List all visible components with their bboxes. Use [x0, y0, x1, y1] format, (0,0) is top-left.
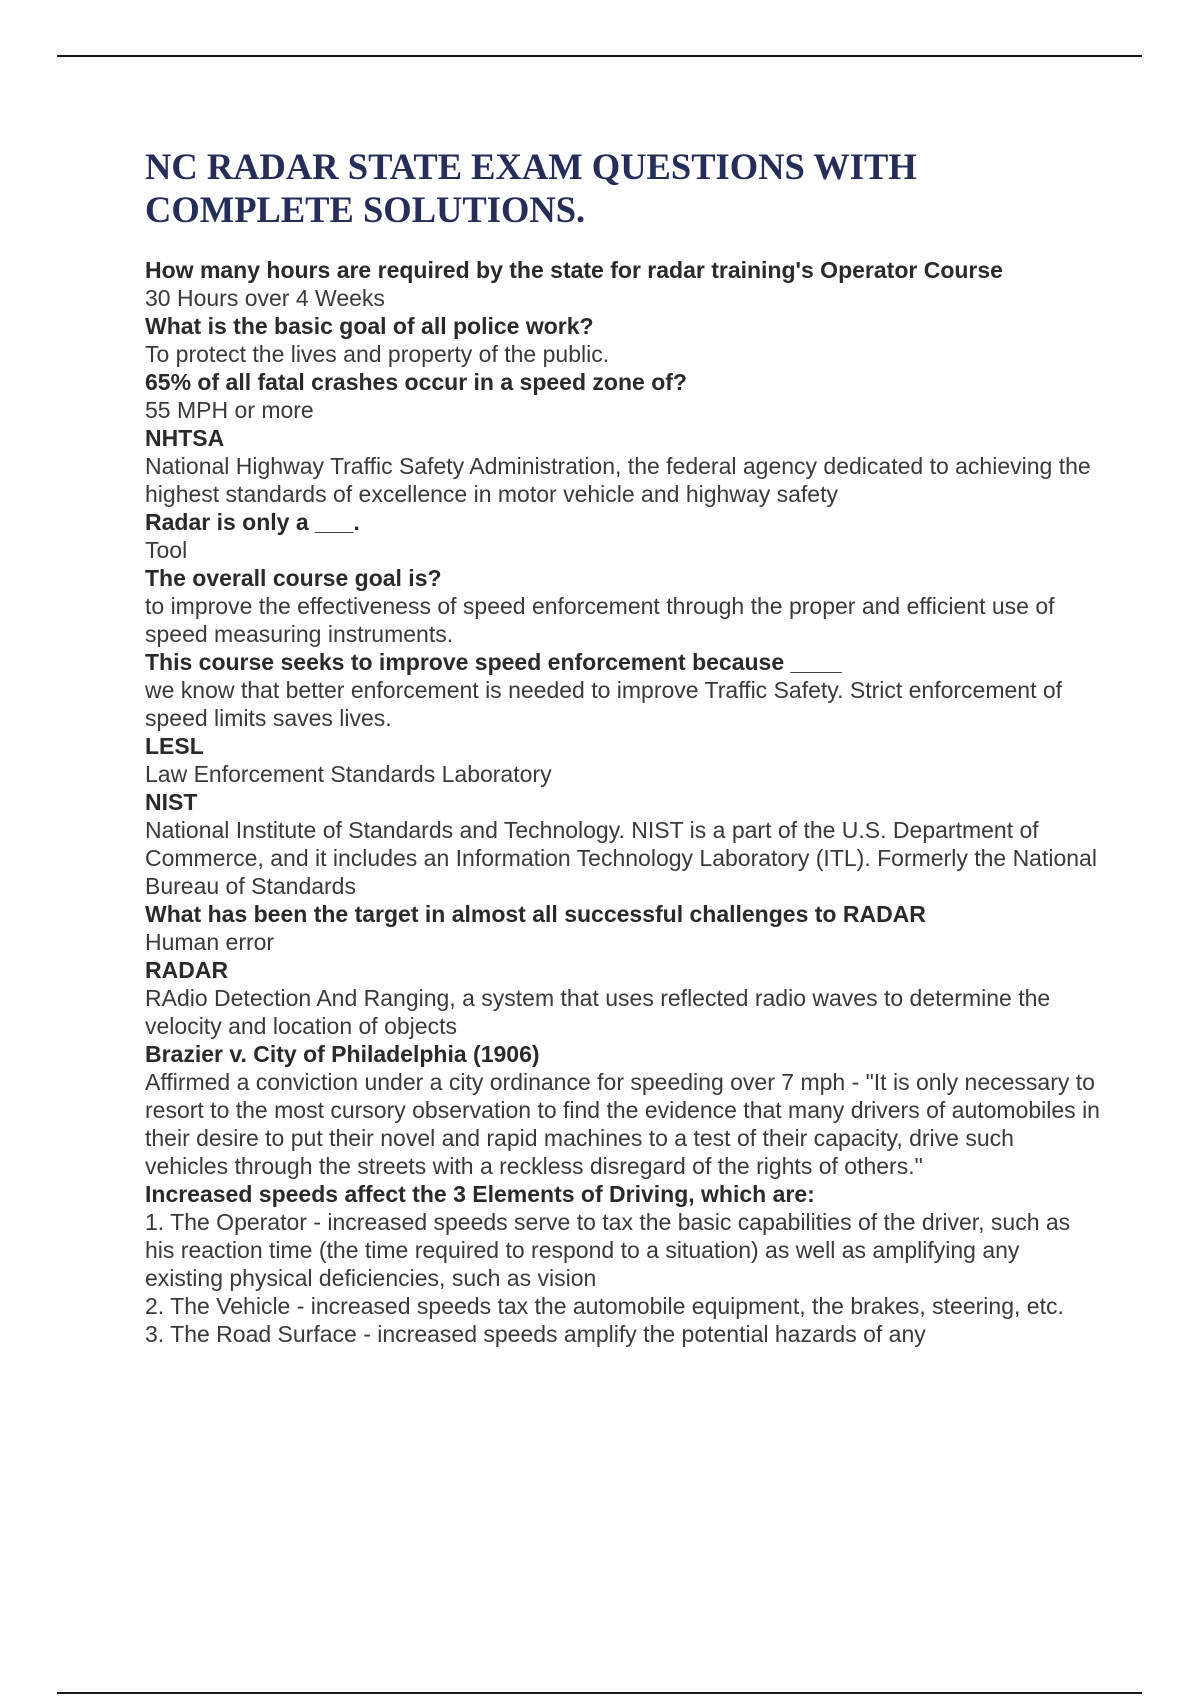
bottom-rule — [57, 1692, 1142, 1694]
qa-item — [145, 732, 1100, 788]
qa-item — [145, 312, 1100, 368]
qa-item — [145, 1180, 1100, 1348]
answer: we know that better enforcement is needed to improve Traffic Safety. Strict enforcement of speed limits saves lives. — [145, 677, 1063, 731]
answer-item: 3. The Road Surface - increased speeds amplify the potential hazards of any — [145, 1321, 926, 1347]
question: NHTSA — [145, 425, 225, 451]
answer: Human error — [145, 929, 275, 955]
qa-item — [145, 900, 1100, 956]
qa-item — [145, 788, 1100, 900]
answer: National Highway Traffic Safety Administration, the federal agency dedicated to achieving the highest standards of excellence in motor vehicle and highway safety — [145, 453, 1091, 507]
document-body — [145, 145, 1100, 1348]
document-title: NC RADAR STATE EXAM QUESTIONS WITH COMPLETE SOLUTIONS. — [145, 146, 917, 230]
question: What is the basic goal of all police work? — [145, 313, 594, 339]
question: This course seeks to improve speed enforcement because ____ — [145, 649, 842, 675]
answer: Law Enforcement Standards Laboratory — [145, 761, 552, 787]
question: How many hours are required by the state for radar training's Operator Course — [145, 257, 1003, 283]
question: What has been the target in almost all successful challenges to RADAR — [145, 901, 926, 927]
qa-item — [145, 648, 1100, 732]
answer: National Institute of Standards and Technology. NIST is a part of the U.S. Department of Commerce, and it includes an Information Technology Laboratory (ITL). Formerly the National Bureau of Standards — [145, 817, 1097, 899]
answer: Tool — [145, 537, 188, 563]
qa-item — [145, 508, 1100, 564]
qa-item — [145, 424, 1100, 508]
question: The overall course goal is? — [145, 565, 442, 591]
question: NIST — [145, 789, 198, 815]
question: Radar is only a ___. — [145, 509, 360, 535]
qa-item — [145, 256, 1100, 312]
question: RADAR — [145, 957, 229, 983]
answer: To protect the lives and property of the public. — [145, 341, 610, 367]
qa-item — [145, 564, 1100, 648]
answer: 30 Hours over 4 Weeks — [145, 285, 385, 311]
qa-item — [145, 956, 1100, 1040]
question: Brazier v. City of Philadelphia (1906) — [145, 1041, 540, 1067]
answer-item: 2. The Vehicle - increased speeds tax the automobile equipment, the brakes, steering, etc. — [145, 1293, 1064, 1319]
question: Increased speeds affect the 3 Elements of Driving, which are: — [145, 1181, 815, 1207]
answer: to improve the effectiveness of speed enforcement through the proper and efficient use of speed measuring instruments. — [145, 593, 1055, 647]
qa-item — [145, 368, 1100, 424]
answer: RAdio Detection And Ranging, a system that uses reflected radio waves to determine the velocity and location of objects — [145, 985, 1051, 1039]
answer: Affirmed a conviction under a city ordinance for speeding over 7 mph - "It is only necessary to resort to the most cursory observation to find the evidence that many drivers of automobiles in their desire to put their novel and rapid machines to a test of their capacity, drive such vehicles through the streets with a reckless disregard of the rights of others." — [145, 1069, 1100, 1179]
answer-item: 1. The Operator - increased speeds serve to tax the basic capabilities of the driver, such as his reaction time (the time required to respond to a situation) as well as amplifying any existing physical deficiencies, such as vision — [145, 1209, 1071, 1291]
question: 65% of all fatal crashes occur in a speed zone of? — [145, 369, 687, 395]
top-rule — [57, 55, 1142, 57]
question: LESL — [145, 733, 204, 759]
answer: 55 MPH or more — [145, 397, 314, 423]
qa-item — [145, 1040, 1100, 1180]
